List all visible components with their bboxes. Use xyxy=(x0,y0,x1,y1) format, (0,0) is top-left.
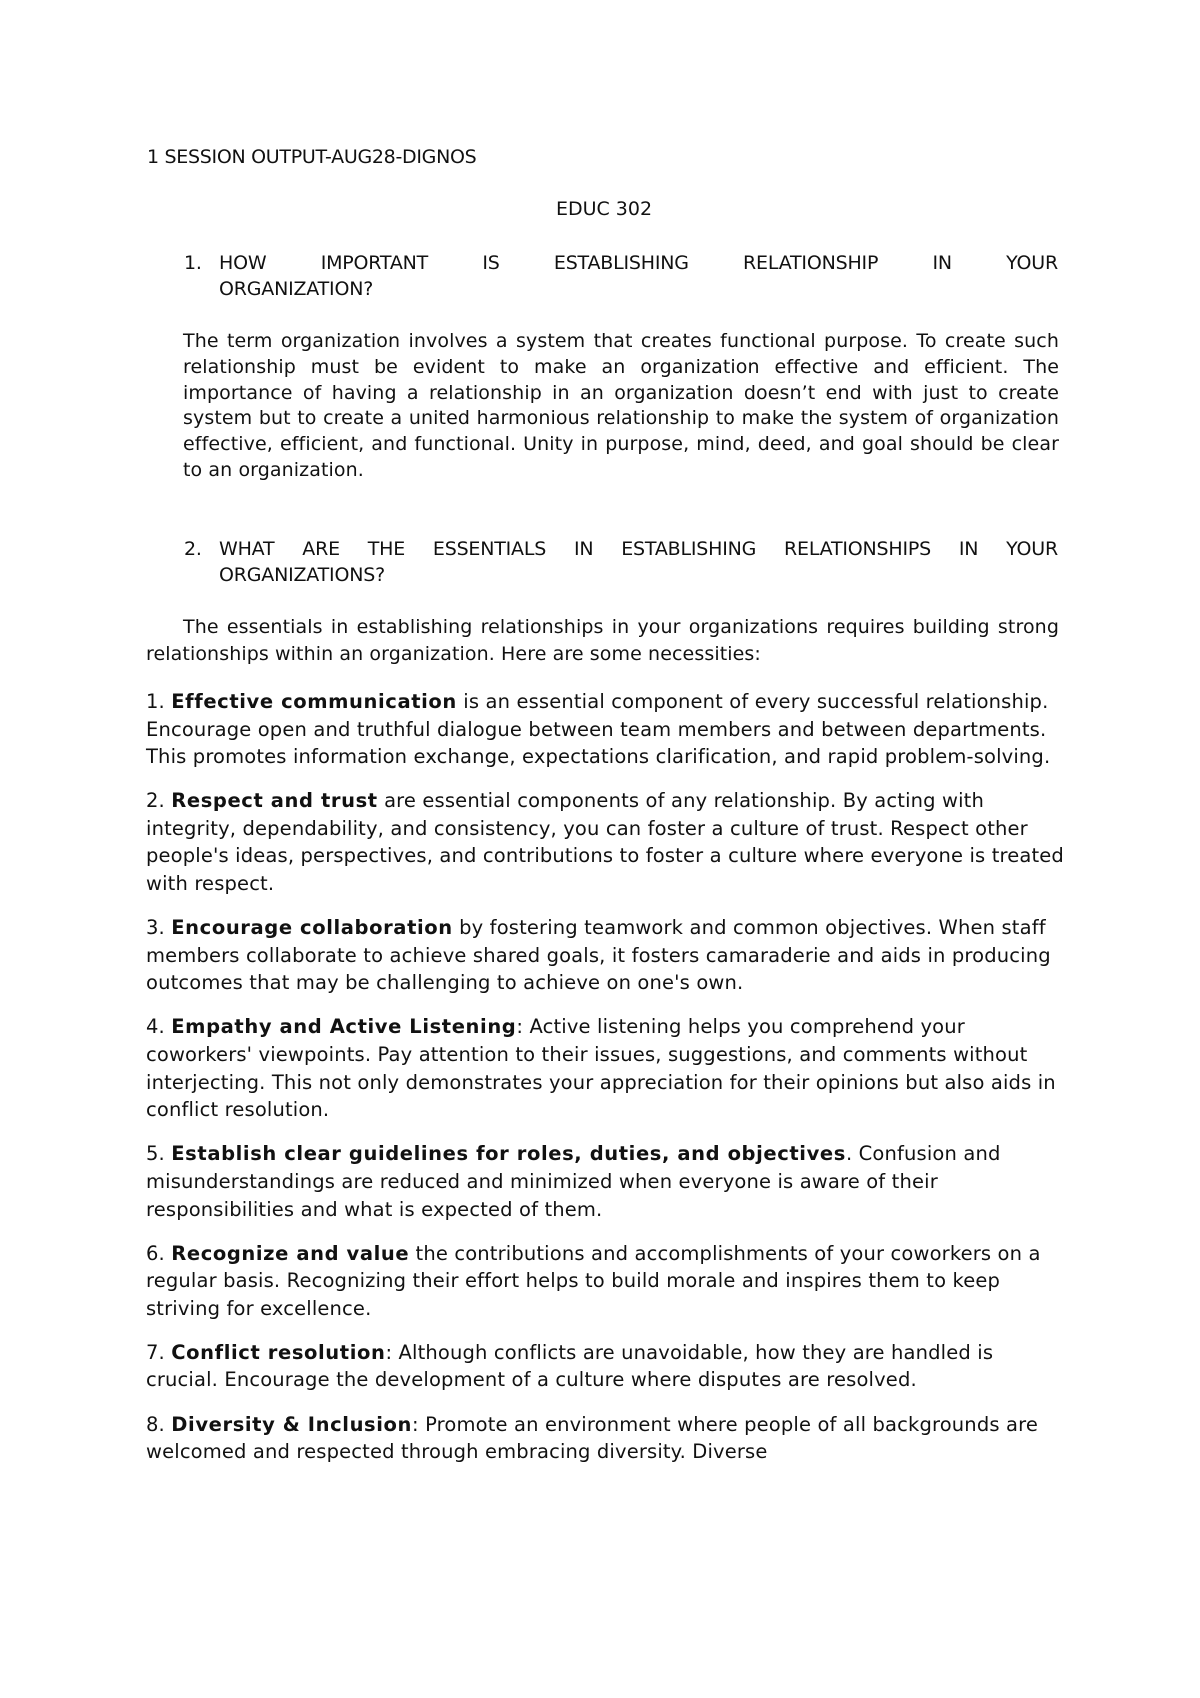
item-term: Effective communication xyxy=(171,690,457,713)
item-text: is an essential component of every successful relationship. Encourage open and truthful dialogue between team members and between departments. This promotes information exchange, expectations clarification, and rapid problem-solving. xyxy=(146,690,1051,769)
question-2 xyxy=(184,536,1058,588)
list-item xyxy=(146,688,1066,771)
question-line: HOW IMPORTANT IS ESTABLISHING RELATIONSHIP IN YOUR xyxy=(219,252,1058,274)
question-line: ORGANIZATION? xyxy=(219,278,374,300)
essentials-list xyxy=(146,688,1066,1482)
item-text: the contributions and accomplishments of your coworkers on a regular basis. Recognizing their effort helps to build morale and inspires them to keep striving for excellence. xyxy=(146,1241,1041,1320)
list-item xyxy=(146,1411,1066,1466)
course-code: EDUC 302 xyxy=(555,198,653,220)
question-text xyxy=(219,250,1058,302)
item-number: 4. xyxy=(146,1015,172,1039)
item-number: 7. xyxy=(146,1340,172,1364)
answer-2: The essentials in establishing relationships in your organizations requires building strong relationships within an organization. Here are some necessities: xyxy=(146,616,1059,665)
question-line: ORGANIZATIONS? xyxy=(219,564,385,586)
list-item xyxy=(146,914,1066,997)
question-number: 2. xyxy=(184,538,202,560)
item-number: 1. xyxy=(146,690,172,713)
item-term: Empathy and Active Listening xyxy=(171,1015,517,1039)
item-text: by fostering teamwork and common objectives. When staff members collaborate to achieve shared goals, it fosters camaraderie and aids in producing outcomes that may be challenging to achieve on one's own. xyxy=(146,916,1051,995)
question-1 xyxy=(184,250,1058,302)
item-term: Recognize and value xyxy=(171,1241,410,1265)
item-number: 3. xyxy=(146,916,172,940)
item-text: . Confusion and misunderstandings are reduced and minimized when everyone is aware of their responsibilities and what is expected of them. xyxy=(146,1142,1001,1221)
item-term: Diversity & Inclusion xyxy=(171,1412,413,1436)
item-text: : Active listening helps you comprehend your coworkers' viewpoints. Pay attention to their issues, suggestions, and comments without interjecting. This not only demonstrates your appreciation for their opinions but also aids in conflict resolution. xyxy=(146,1015,1056,1122)
item-number: 5. xyxy=(146,1142,172,1166)
list-item xyxy=(146,1240,1066,1323)
question-number: 1. xyxy=(184,252,202,274)
item-term: Respect and trust xyxy=(171,789,378,813)
answer-1: The term organization involves a system that creates functional purpose. To create such relationship must be evident to make an organization effective and efficient. The importance of having a relationship in an organization doesn’t end with just to create system but to create a united harmonious relationship to make the system of organization effective, efficient, and functional. Unity in purpose, mind, deed, and goal should be clear to an organization. xyxy=(183,330,1059,481)
item-text: : Although conflicts are unavoidable, how they are handled is crucial. Encourage the development of a culture where disputes are resolved. xyxy=(146,1340,994,1392)
item-number: 6. xyxy=(146,1241,172,1265)
list-item xyxy=(146,1339,1066,1394)
item-term: Encourage collaboration xyxy=(171,916,453,940)
list-item xyxy=(146,1140,1066,1223)
question-line: WHAT ARE THE ESSENTIALS IN ESTABLISHING RELATIONSHIPS IN YOUR xyxy=(219,538,1058,560)
list-item xyxy=(146,787,1066,897)
item-term: Conflict resolution xyxy=(171,1340,386,1364)
item-number: 2. xyxy=(146,789,172,813)
item-text: : Promote an environment where people of all backgrounds are welcomed and respected through embracing diversity. Diverse xyxy=(146,1412,1038,1464)
item-number: 8. xyxy=(146,1412,172,1436)
item-term: Establish clear guidelines for roles, duties, and objectives xyxy=(171,1142,846,1166)
list-item xyxy=(146,1013,1066,1123)
document-title: 1 SESSION OUTPUT-AUG28-DIGNOS xyxy=(147,146,477,168)
item-text: are essential components of any relationship. By acting with integrity, dependability, and consistency, you can foster a culture of trust. Respect other people's ideas, perspectives, and contributions to foster a culture where everyone is treated with respect. xyxy=(146,789,1064,896)
question-text xyxy=(219,536,1058,588)
